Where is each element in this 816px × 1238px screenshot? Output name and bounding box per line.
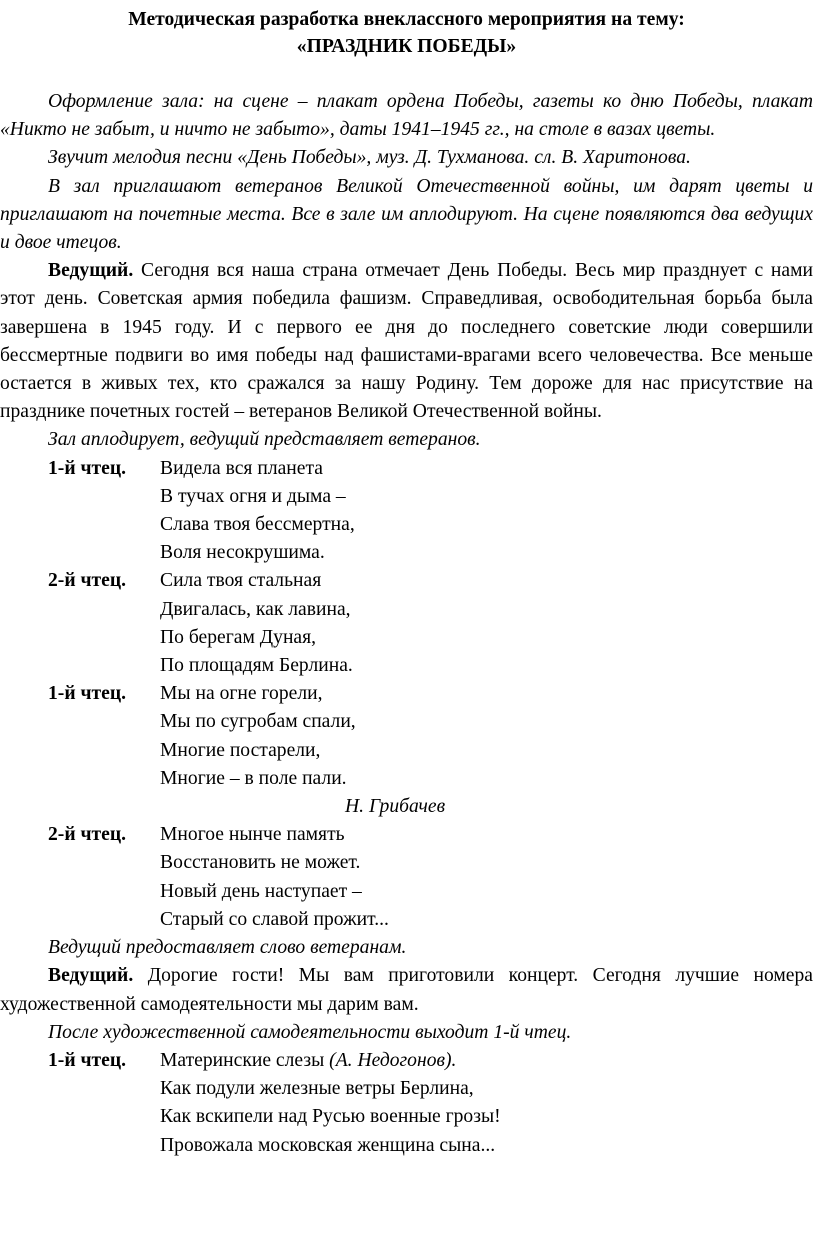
verse-block (0, 680, 813, 793)
verse-line: Многое нынче память (160, 824, 345, 846)
verse-line: Старый со славой прожит... (160, 908, 389, 930)
verse-block (0, 455, 813, 568)
document-title-line-2: «ПРАЗДНИК ПОБЕДЫ» (296, 36, 517, 57)
verse-line: Восстановить не может. (160, 852, 361, 874)
speaker-label: Ведущий. (48, 965, 134, 987)
verse-line: По берегам Дуная, (160, 626, 317, 648)
speaker-label: Ведущий. (48, 260, 134, 282)
verse-line: Новый день наступает – (160, 880, 362, 902)
stage-direction-reader: После художественной самодеятельности выходит 1-й чтец. (48, 1021, 572, 1043)
verse-line: Многие – в поле пали. (160, 767, 347, 789)
verse-line: Мы на огне горели, (160, 683, 323, 705)
speaker-label: 2-й чтец. (48, 570, 127, 592)
stage-direction-veterans: В зал приглашают ветеранов Великой Отечественной войны, им дарят цветы и приглашают на почетные места. Все в зале им аплодируют. На сцене появляются два ведущих и двое чтецов. (0, 175, 813, 254)
stage-direction-decor: Оформление зала: на сцене – плакат ордена Победы, газеты ко дню Победы, плакат «Никто не забыт, и ничто не забыто», даты 1941–1945 гг., на столе в вазах цветы. (0, 91, 813, 141)
speaker-label: 2-й чтец. (48, 824, 127, 846)
host-speech-2 (0, 962, 813, 1018)
stage-direction-applause: Зал аплодирует, ведущий представляет ветеранов. (48, 429, 481, 451)
verse-line: Многие постарели, (160, 739, 321, 761)
verse-line: Провожала московская женщина сына... (160, 1134, 496, 1156)
verse-block (0, 1047, 813, 1160)
host-speech-text: Сегодня вся наша страна отмечает День Победы. Весь мир празднует с нами этот день. Советская армия победила фашизм. Справедливая, освободительная борьба была завершена в 1945 году. И с первого ее дня до последнего советские люди совершили бессмертные подвиги во имя победы над фашистами-врагами всего человечества. Все меньше остается в живых тех, кто сражался за нашу Родину. Тем дороже для нас присутствие на празднике почетных гостей – ветеранов Великой Отечественной войны. (0, 260, 813, 423)
verse-line: По площадям Берлина. (160, 655, 353, 677)
verse-line: Мы по сугробам спали, (160, 711, 356, 733)
verse-line: Материнские слезы (160, 1049, 325, 1071)
host-speech-text: Дорогие гости! Мы вам приготовили концерт. Сегодня лучшие номера художественной самодеятельности мы дарим вам. (0, 965, 813, 1015)
verse-block (0, 821, 813, 934)
verse-line: Воля несокрушима. (160, 542, 325, 564)
verse-line: В тучах огня и дыма – (160, 485, 346, 507)
speaker-label: 1-й чтец. (48, 1049, 127, 1071)
stage-direction-music: Звучит мелодия песни «День Победы», муз. Д. Тухманова. сл. В. Харитонова. (48, 147, 691, 169)
poem-attribution: (А. Недогонов). (329, 1049, 457, 1071)
host-speech-1 (0, 257, 813, 426)
verse-block (0, 567, 813, 680)
verse-line: Слава твоя бессмертна, (160, 514, 355, 536)
verse-line: Видела вся планета (160, 457, 323, 479)
speaker-label: 1-й чтец. (48, 683, 127, 705)
verse-line: Как вскипели над Русью военные грозы! (160, 1106, 501, 1128)
document-title-line-1: Методическая разработка внеклассного мероприятия на тему: (128, 9, 685, 30)
stage-direction-veterans-speak: Ведущий предоставляет слово ветеранам. (48, 937, 407, 959)
poem-author: Н. Грибачев (345, 796, 446, 818)
verse-line: Как подули железные ветры Берлина, (160, 1078, 474, 1100)
verse-line: Сила твоя стальная (160, 570, 322, 592)
verse-line: Двигалась, как лавина, (160, 598, 351, 620)
speaker-label: 1-й чтец. (48, 457, 127, 479)
